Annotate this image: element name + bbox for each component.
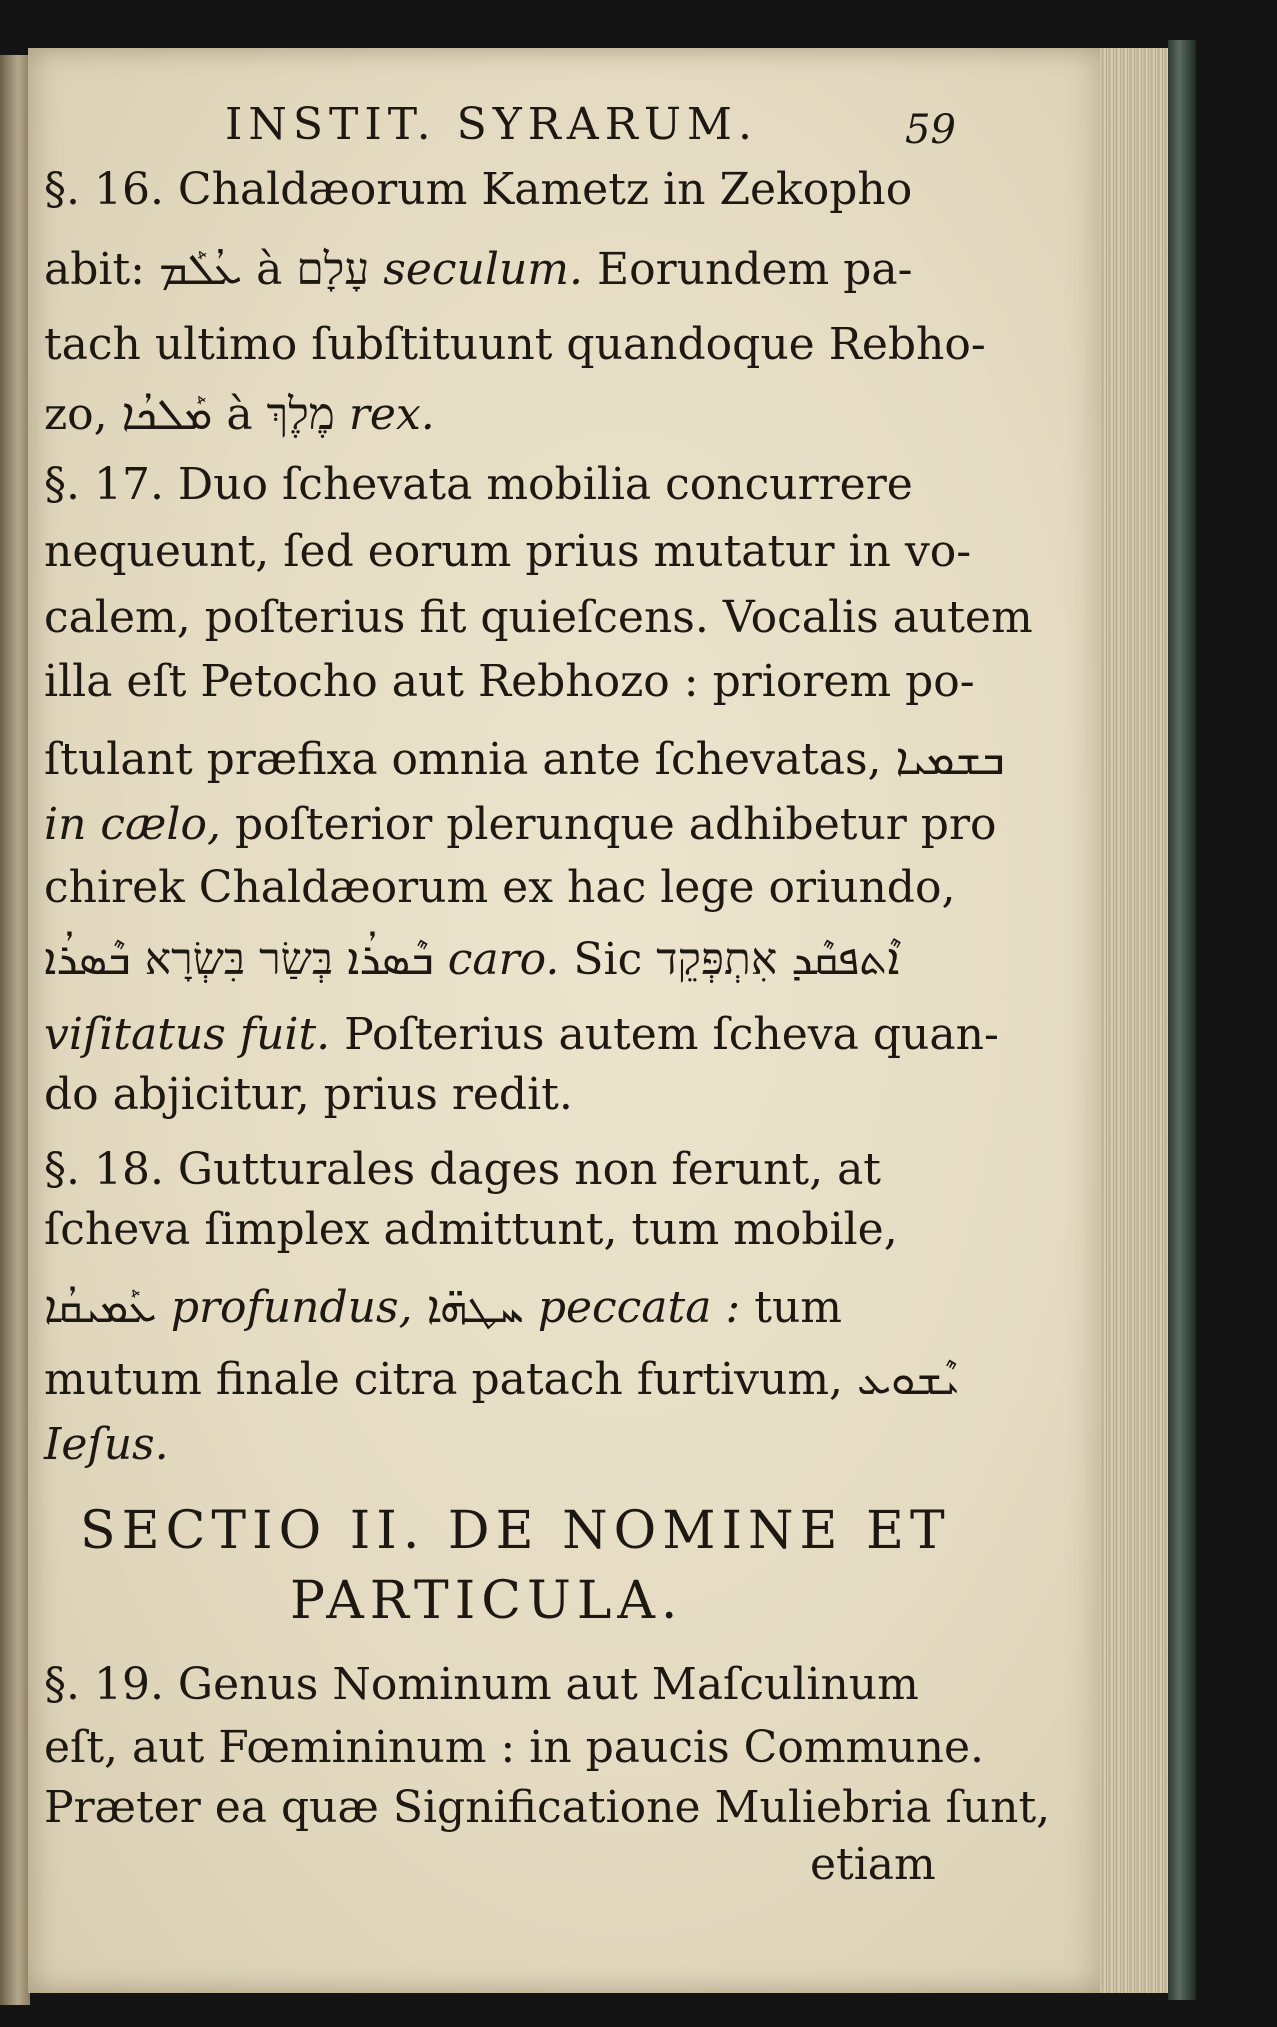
page-number: 59	[905, 107, 956, 153]
text-line	[44, 795, 997, 855]
text-run: abit: ܥܳܠܰܡ à עָלָם	[44, 244, 370, 295]
italic-gloss: profundus,	[170, 1282, 413, 1333]
text-line	[44, 240, 954, 300]
syriac-word: ܥܰܡܝܩܳܐ	[44, 1282, 157, 1333]
text-line	[44, 930, 954, 990]
text-run: Sic ܐܶܬܦܩܶܕ אִתְפְּקֵד	[573, 934, 900, 985]
section-title-line-2: PARTICULA.	[290, 1571, 684, 1631]
text-line: illa eſt Petocho aut Rebhozo : priorem po-	[44, 656, 975, 707]
text-run: tum	[754, 1282, 843, 1333]
italic-gloss: rex.	[348, 389, 435, 440]
text-line: Ieſus.	[44, 1419, 169, 1470]
text-line: §. 16. Chaldæorum Kametz in Zekopho	[44, 164, 913, 215]
text-line: Præter ea quæ Significatione Muliebria ſunt,	[44, 1782, 1051, 1833]
text-line: eſt, aut Fœmininum : in paucis Commune.	[44, 1722, 984, 1773]
text-line: §. 19. Genus Nominum aut Maſculinum	[44, 1659, 919, 1710]
text-run: Poſterius autem ſcheva quan-	[344, 1009, 999, 1060]
syriac-word: ܚܛܗ̈ܐ	[426, 1282, 524, 1333]
text-line: calem, poſterius fit quieſcens. Vocalis autem	[44, 592, 1033, 643]
text-line	[44, 385, 954, 445]
text-line: chirek Chaldæorum ex hac lege oriundo,	[44, 862, 956, 913]
italic-gloss: peccata :	[537, 1282, 741, 1333]
text-line: ſtulant præfixa omnia ante ſchevatas, ܒܫܡܝܐ	[44, 734, 1005, 785]
italic-gloss: viſitatus fuit.	[44, 1009, 331, 1060]
text-line	[44, 1005, 999, 1065]
italic-gloss: seculum.	[383, 244, 583, 295]
text-line: §. 17. Duo ſchevata mobilia concurrere	[44, 459, 913, 510]
text-run: zo, ܡܰܠܟܳܐ à מֶלֶךְ	[44, 389, 335, 440]
text-line: do abjicitur, prius redit.	[44, 1069, 573, 1120]
text-line: nequeunt, ſed eorum prius mutatur in vo-	[44, 526, 972, 577]
text-line: tach ultimo ſubſtituunt quandoque Rebho-	[44, 319, 986, 370]
italic-gloss: caro.	[447, 934, 560, 985]
text-run: Eorundem pa-	[596, 244, 913, 295]
catchword: etiam	[810, 1839, 936, 1890]
text-line	[44, 1278, 954, 1338]
italic-gloss: in cælo,	[44, 799, 221, 850]
section-title-line-1: SECTIO II. DE NOMINE ET	[80, 1501, 951, 1561]
text-run: ܒܶܣܪܳܐ בְּשַׂר בִּשְׂרָא ܒܶܣܪܳܐ	[44, 934, 434, 985]
text-line: mutum finale citra patach furtivum, ܝܶܫܘܥ	[44, 1354, 960, 1405]
running-title: INSTIT. SYRARUM.	[225, 99, 758, 150]
text-run: poſterior plerunque adhibetur pro	[234, 799, 997, 850]
text-line: §. 18. Gutturales dages non ferunt, at	[44, 1144, 881, 1195]
text-line: ſcheva ſimplex admittunt, tum mobile,	[44, 1204, 898, 1255]
